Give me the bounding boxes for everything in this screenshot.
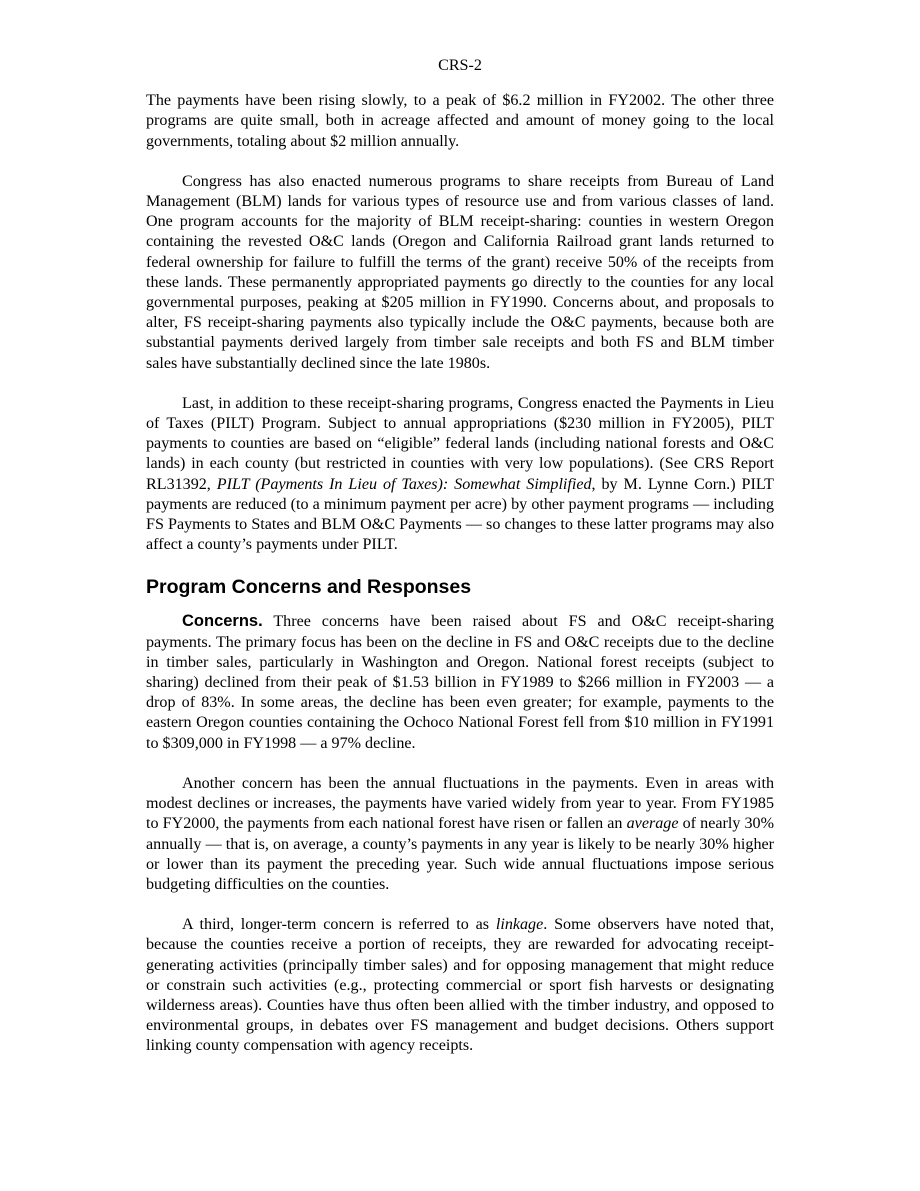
fluctuations-text-1: Another concern has been the annual fluctuations in the payments. Even in areas with modest declines or increases, the payments have varied widely from year to year. From FY1985 to FY2000, the payments from each national forest have risen or fallen an [146,774,774,833]
pilt-text-1: Last, in addition to these receipt-sharing programs, Congress enacted the Payments in Lieu of Taxes (PILT) Program. Subject to annual appropriations ($230 million in FY2005), PILT payments to counties are based on “eligible” federal lands (including national forests and O&C lands) in each county (but restricted in counties with very low populations). (See CRS Report RL31392, [146,394,774,493]
linkage-text-2: . Some observers have noted that, because the counties receive a portion of receipts, they are rewarded for advocating receipt-generating activities (principally timber sales) and for opposing management that might reduce or constrain such activities (e.g., protecting commercial or sport fish harvests or designating wilderness areas). Counties have thus often been allied with the timber industry, and opposed to environmental groups, in debates over FS management and budget decisions. Others support linking county compensation with agency receipts. [146,916,774,1055]
document-page [146,56,774,1057]
paragraph-fluctuations [146,774,774,895]
fluctuations-text-2: of nearly 30% annually — that is, on average, a county’s payments in any year is likely to be nearly 30% higher or lower than its payment the preceding year. Such wide annual fluctuations impose serious budgeting difficulties on the counties. [146,815,775,893]
paragraph-blm-receipts: Congress has also enacted numerous programs to share receipts from Bureau of Land Management (BLM) lands for various types of resource use and from various classes of land. One program accounts for the majority of BLM receipt-sharing: counties in western Oregon containing the revested O&C lands (Oregon and California Railroad grant lands returned to federal ownership for failure to fulfill the terms of the grant) receive 50% of the receipts from these lands. These permanently appropriated payments go directly to the counties for any local governmental purposes, peaking at $205 million in FY1990. Concerns about, and proposals to alter, FS receipt-sharing payments also typically include the O&C payments, because both are substantial payments derived largely from timber sale receipts and both FS and BLM timber sales have substantially declined since the late 1980s. [146,172,774,372]
page-header: CRS-2 [438,57,482,74]
linkage-emphasis: linkage [495,916,544,934]
linkage-text-1: A third, longer-term concern is referred to as [182,916,496,934]
pilt-text-2: , by M. Lynne Corn.) PILT payments are reduced (to a minimum payment per acre) by other payment programs — including FS Payments to States and BLM O&C Payments — so changes to these latter programs may also affect a county’s payments under PILT. [146,475,775,554]
paragraph-payments-rising: The payments have been rising slowly, to a peak of $6.2 million in FY2002. The other three programs are quite small, both in acreage affected and amount of money going to the local governments, totaling about $2 million annually. [146,92,774,150]
concerns-runin-heading: Concerns. [182,612,263,631]
paragraph-pilt [146,394,774,556]
fluctuations-emphasis: average [626,815,679,833]
concerns-text: Three concerns have been raised about FS and O&C receipt-sharing payments. The primary focus has been on the decline in FS and O&C receipts due to the decline in timber sales, particularly in Washington and Oregon. National forest receipts (subject to sharing) declined from their peak of $1.53 billion in FY1989 to $266 million in FY2003 — a drop of 83%. In some areas, the decline has been even greater; for example, payments to the eastern Oregon counties containing the Ochoco National Forest fell from $10 million in FY1991 to $309,000 in FY1998 — a 97% decline. [146,613,774,752]
pilt-report-title: PILT (Payments In Lieu of Taxes): Somewhat Simplified [216,475,592,493]
section-heading: Program Concerns and Responses [146,576,472,599]
paragraph-linkage [146,915,774,1056]
paragraph-concerns [146,611,774,753]
